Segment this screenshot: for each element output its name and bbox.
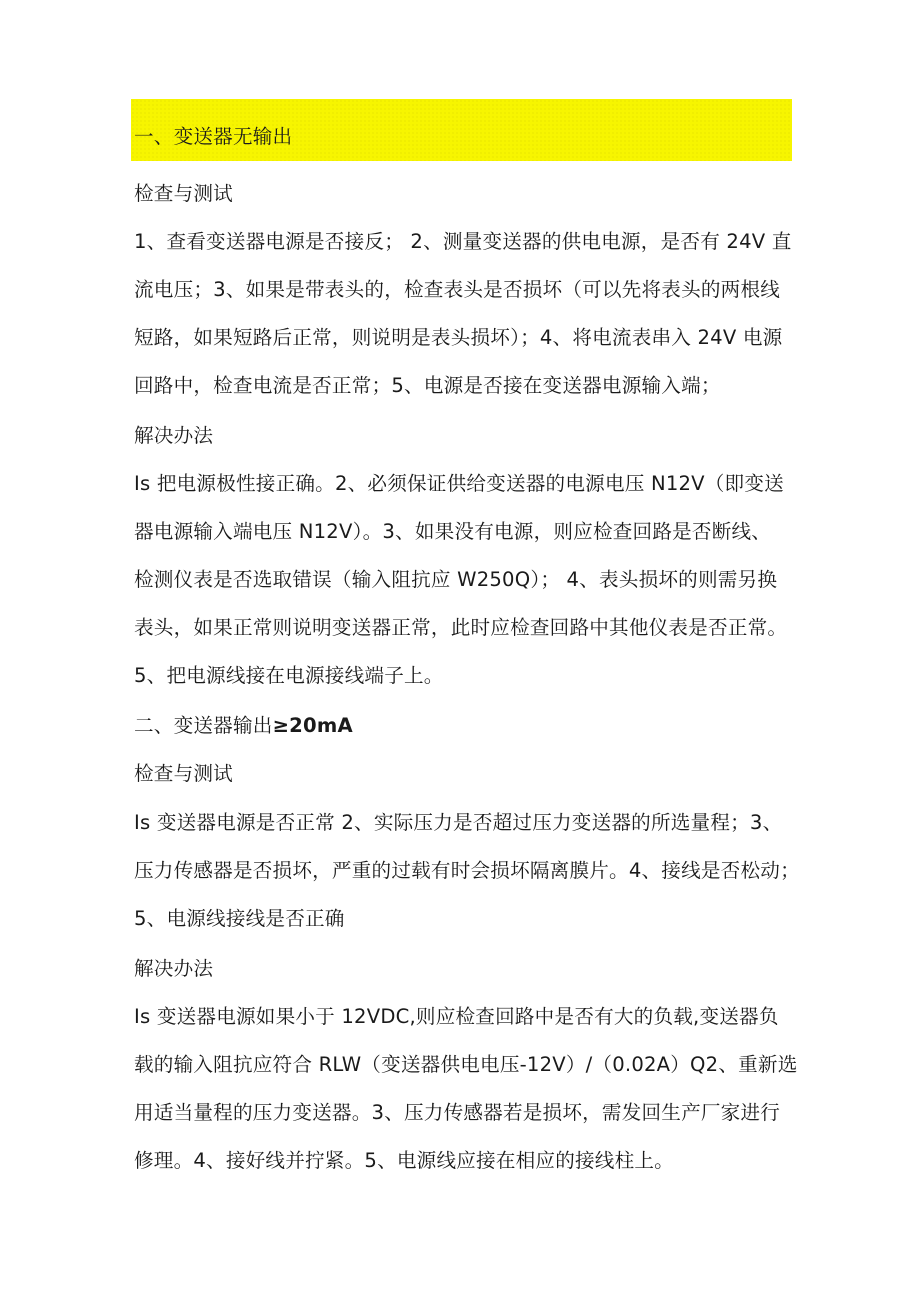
section2-check-label: 检查与测试 bbox=[134, 762, 233, 785]
section2-check-line-2: 压力传感器是否损坏，严重的过载有时会损坏隔离膜片。4、接线是否松动； bbox=[134, 859, 800, 882]
section1-solution-line-2: 器电源输入端电压 N12V）。3、如果没有电源，则应检查回路是否断线、 bbox=[134, 520, 772, 543]
section2-solution-line-4: 修理。4、接好线并拧紧。5、电源线应接在相应的接线柱上。 bbox=[134, 1149, 674, 1172]
section1-solution-line-3: 检测仪表是否选取错误（输入阻抗应 W250Q）； 4、表头损坏的则需另换 bbox=[134, 568, 778, 591]
section1-solution-line-5: 5、把电源线接在电源接线端子上。 bbox=[134, 664, 444, 687]
section1-heading: 一、变送器无输出 bbox=[134, 125, 293, 148]
section1-check-line-3: 短路，如果短路后正常，则说明是表头损坏）；4、将电流表串入 24V 电源 bbox=[134, 326, 783, 349]
section2-heading bbox=[134, 713, 794, 739]
section2-heading-prefix: 二、变送器输出 bbox=[134, 714, 273, 737]
section2-check-line-1: Is 变送器电源是否正常 2、实际压力是否超过压力变送器的所选量程；3、 bbox=[134, 811, 783, 834]
section1-solution-line-4: 表头，如果正常则说明变送器正常，此时应检查回路中其他仪表是否正常。 bbox=[134, 616, 788, 639]
section2-solution-line-2: 载的输入阻抗应符合 RLW（变送器供电电压-12V）/（0.02A）Q2、重新选 bbox=[134, 1053, 798, 1076]
section1-check-line-2: 流电压；3、如果是带表头的，检查表头是否损坏（可以先将表头的两根线 bbox=[134, 278, 781, 301]
section2-solution-label: 解决办法 bbox=[134, 957, 214, 980]
section2-heading-value: ≥20mA bbox=[272, 714, 353, 737]
section1-solution-label: 解决办法 bbox=[134, 424, 214, 447]
section2-solution-line-1: Is 变送器电源如果小于 12VDC,则应检查回路中是否有大的负载,变送器负 bbox=[134, 1005, 779, 1028]
section2-solution-line-3: 用适当量程的压力变送器。3、压力传感器若是损坏，需发回生产厂家进行 bbox=[134, 1101, 781, 1124]
section1-check-line-4: 回路中，检查电流是否正常；5、电源是否接在变送器电源输入端； bbox=[134, 374, 721, 397]
section1-check-label: 检查与测试 bbox=[134, 182, 233, 205]
section2-check-line-3: 5、电源线接线是否正确 bbox=[134, 907, 345, 930]
section1-solution-line-1: Is 把电源极性接正确。2、必须保证供给变送器的电源电压 N12V（即变送 bbox=[134, 472, 784, 495]
section1-check-line-1: 1、查看变送器电源是否接反； 2、测量变送器的供电电源，是否有 24V 直 bbox=[134, 230, 792, 253]
